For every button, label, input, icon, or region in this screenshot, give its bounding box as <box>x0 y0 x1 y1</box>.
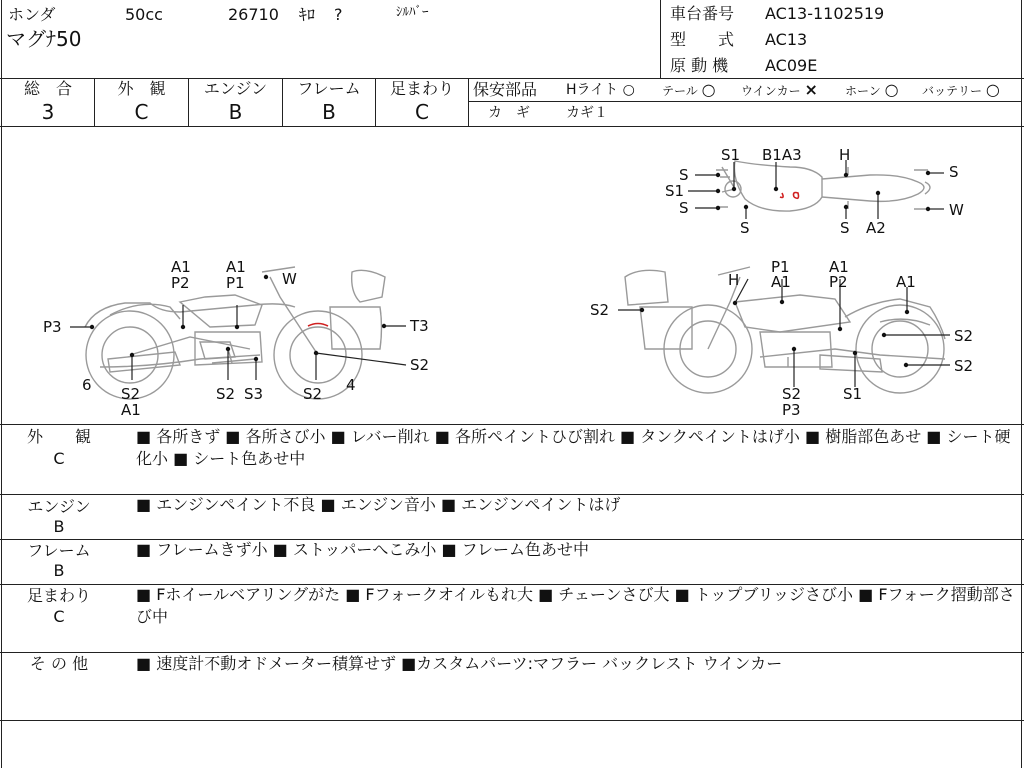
diagram-label: S2 <box>303 385 323 403</box>
color: ｼﾙﾊﾞｰ <box>396 5 429 20</box>
safety-battery <box>922 81 1000 100</box>
safety-item-name: テール <box>662 84 698 98</box>
diagram-label: P2 <box>171 274 190 292</box>
diagram-label: A1 <box>226 258 246 276</box>
diagram-label: S2 <box>216 385 236 403</box>
diagram-label: S2 <box>410 356 430 374</box>
diagram-label: S1 <box>665 182 685 200</box>
diagram-label: A2 <box>866 219 886 237</box>
grade-overall-value: 3 <box>41 100 55 124</box>
mileage-unit: ｷﾛ <box>299 5 316 24</box>
diagram-label: S2 <box>121 385 141 403</box>
diagram-label: A1 <box>171 258 191 276</box>
safety-item-name: ホーン <box>845 84 881 98</box>
safety-row-divider <box>468 101 1022 102</box>
diagram-label: P1 <box>771 258 790 276</box>
grade-overall-label: 総 合 <box>23 79 72 98</box>
engine-number: AC09E <box>765 56 818 75</box>
safety-item-name: Hライト <box>566 82 619 98</box>
grade-exterior-value: C <box>134 100 149 124</box>
safety-item-mark: ○ <box>701 80 716 99</box>
key-value: カギ１ <box>566 105 608 121</box>
diagram-label: A1 <box>771 273 791 291</box>
section-text: ■ 各所きず ■ 各所さび小 ■ レバー削れ ■ 各所ペイントひび割れ ■ タンクペイントはげ小 ■ 樹脂部色あせ ■ シート硬化小 ■ シート色あせ中 <box>136 427 1011 468</box>
mileage: 26710 <box>228 5 279 24</box>
safety-horn <box>845 81 899 100</box>
grade-divider <box>468 78 469 126</box>
section-text: ■ エンジンペイント不良 ■ エンジン音小 ■ エンジンペイントはげ <box>136 495 621 514</box>
diagram-label: S <box>840 219 850 237</box>
safety-item-mark: ○ <box>985 80 1000 99</box>
right-view-labels <box>590 258 973 419</box>
section-text: ■ 速度計不動オドメーター積算せず ■カスタムパーツ:マフラー バックレスト ウインカー <box>136 654 783 673</box>
diagram-label: S1 <box>843 385 863 403</box>
diagram-label: S1 <box>721 146 741 164</box>
section-label: エンジン <box>27 497 91 516</box>
diagram-label: W <box>282 270 297 288</box>
left-view-labels <box>43 258 429 419</box>
diagram-label: P2 <box>829 273 848 291</box>
safety-winker <box>741 81 818 100</box>
section-grade: B <box>53 561 65 580</box>
diagram-label: S2 <box>954 327 974 345</box>
header-divider <box>660 0 661 78</box>
diagram-label: W <box>949 201 964 219</box>
model-name: マグﾅ50 <box>6 27 82 51</box>
leader-lines <box>70 160 950 387</box>
section-label: 足まわり <box>26 586 91 605</box>
section-grade: C <box>53 607 65 626</box>
diagram-label: P3 <box>782 401 801 419</box>
key-label: カ ギ <box>488 105 530 121</box>
frame-number: AC13-1102519 <box>765 4 885 23</box>
diagram-label: S <box>740 219 750 237</box>
diagram-label: H <box>839 146 851 164</box>
diagram-label: A1 <box>896 273 916 291</box>
diagram-label: S2 <box>590 301 610 319</box>
diagram-label: P1 <box>226 274 245 292</box>
safety-item-mark: ○ <box>622 82 635 98</box>
diagram-label: P3 <box>43 318 62 336</box>
section-divider <box>0 720 1024 721</box>
grade-engine-label: エンジン <box>203 79 268 98</box>
safety-item-mark: × <box>804 80 818 99</box>
mileage-flag: ? <box>334 5 343 24</box>
section-grade: C <box>53 449 65 468</box>
safety-item-name: バッテリー <box>922 84 983 98</box>
section-text: ■ フレームきず小 ■ ストッパーへこみ小 ■ フレーム色あせ中 <box>136 540 590 559</box>
diagram-label: S <box>679 166 689 184</box>
marker-dots <box>90 171 930 367</box>
safety-parts-label: 保安部品 <box>473 80 538 99</box>
safety-tail <box>662 81 716 100</box>
diagram-label: T3 <box>410 317 429 335</box>
grade-exterior-label: 外 観 <box>117 79 166 98</box>
diagram-label: S2 <box>954 357 974 375</box>
maker: ホンダ <box>8 5 56 24</box>
type-label: 型 式 <box>670 30 735 49</box>
diagram-label: S3 <box>244 385 264 403</box>
displacement: 50cc <box>125 5 163 24</box>
grade-suspension-label: 足まわり <box>389 79 454 98</box>
grade-engine-value: B <box>228 100 243 124</box>
frame-number-label: 車台番号 <box>670 4 735 23</box>
diagram-label: B1A3 <box>762 146 802 164</box>
section-grade: B <box>53 517 65 536</box>
top-view-motorcycle <box>716 161 930 211</box>
section-text: ■ Fホイールベアリングがた ■ Fフォークオイルもれ大 ■ チェーンさび大 ■ トップブリッジさび小 ■ Fフォーク摺動部さび中 <box>136 585 1015 626</box>
section-label: そ の 他 <box>29 654 89 673</box>
diagram-label: 6 <box>82 376 92 394</box>
damage-diagram <box>0 127 1024 423</box>
type-number: AC13 <box>765 30 808 49</box>
diagram-label: H <box>728 271 740 289</box>
grade-frame-value: B <box>322 100 336 124</box>
safety-item-name: ウインカー <box>741 84 801 98</box>
safety-item-mark: ○ <box>884 80 899 99</box>
diagram-label: S <box>679 199 689 217</box>
damage-marks <box>308 193 799 327</box>
diagram-label: 4 <box>346 376 356 394</box>
diagram-label: S2 <box>782 385 802 403</box>
grade-frame-label: フレーム <box>297 79 361 98</box>
grade-suspension-value: C <box>415 100 429 124</box>
diagram-bottom-line <box>0 424 1024 425</box>
diagram-label: S <box>949 163 959 181</box>
safety-headlight <box>566 81 635 99</box>
diagram-label: A1 <box>121 401 141 419</box>
engine-number-label: 原 動 機 <box>670 56 729 75</box>
section-label: 外 観 <box>26 427 91 446</box>
diagram-label: A1 <box>829 258 849 276</box>
section-label: フレーム <box>27 541 91 560</box>
